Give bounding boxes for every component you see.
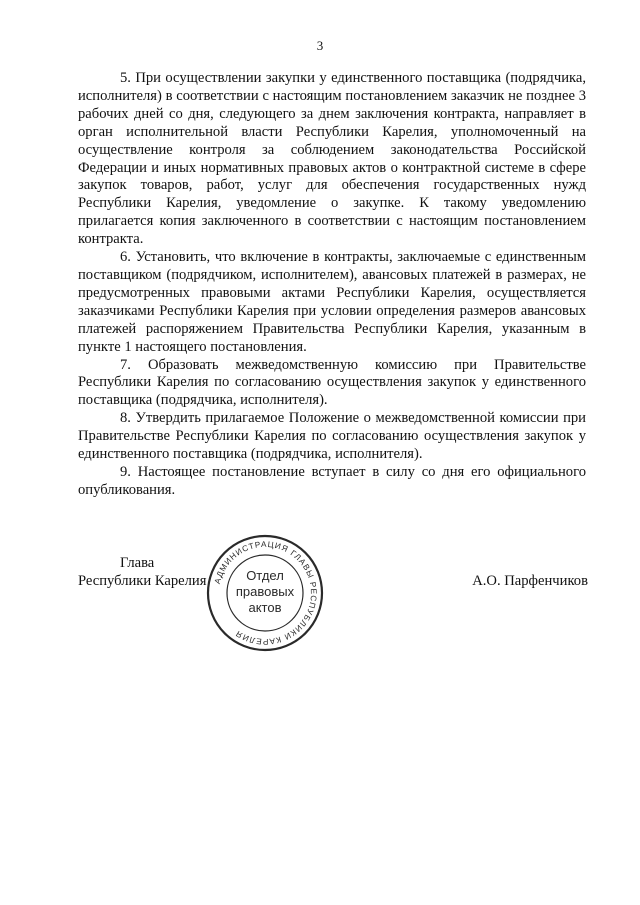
signature-block — [78, 555, 588, 655]
paragraph-9: 9. Настоящее постановление вступает в силу со дня его официального опубликования. — [78, 463, 586, 498]
official-stamp — [205, 533, 325, 653]
stamp-line-3: актов — [248, 600, 282, 615]
paragraph-8: 8. Утвердить прилагаемое Положение о межведомственной комиссии при Правительстве Республики Карелия по согласованию осуществления закупок у единственного поставщика (подрядчика, исполнителя). — [78, 410, 586, 463]
stamp-seal-icon — [205, 533, 325, 653]
stamp-line-1: Отдел — [246, 568, 284, 583]
stamp-ring-text: АДМИНИСТРАЦИЯ ГЛАВЫ РЕСПУБЛИКИ КАРЕЛИЯ — [212, 539, 319, 647]
signatory-name: А.О. Парфенчиков — [472, 573, 588, 589]
page-number: 3 — [316, 38, 324, 53]
paragraph-6: 6. Установить, что включение в контракты, заключаемые с единственным поставщиком (подрядчиком, исполнителем), авансовых платежей в размерах, не предусмотренных правовыми актами Республики Карелия, осуществляется заказчиками Республики Карелия при условии определения размеров авансовых платежей распоряжением Правительства Республики Карелия, указанным в пункте 1 настоящего постановления. — [78, 249, 586, 355]
document-body — [78, 70, 586, 500]
signatory-title: Глава — [120, 555, 155, 571]
signatory-organization: Республики Карелия — [78, 573, 207, 589]
stamp-line-2: правовых — [235, 584, 295, 599]
paragraph-5: 5. При осуществлении закупки у единственного поставщика (подрядчика, исполнителя) в соответствии с настоящим постановлением заказчик не позднее 3 рабочих дней со дня, следующего за днем заключения контракта, направляет в орган исполнительной власти Республики Карелия, уполномоченный на осуществление контроля за соблюдением законодательства Российской Федерации и иных нормативных правовых актов о контрактной системе в сфере закупок товаров, работ, услуг для обеспечения государственных нужд Республики Карелия, уведомление о закупке. К такому уведомлению прилагается копия заключенного в соответствии с настоящим постановлением контракта. — [78, 70, 586, 248]
paragraph-7: 7. Образовать межведомственную комиссию при Правительстве Республики Карелия по согласованию осуществления закупок у единственного поставщика (подрядчика, исполнителя). — [78, 356, 586, 409]
